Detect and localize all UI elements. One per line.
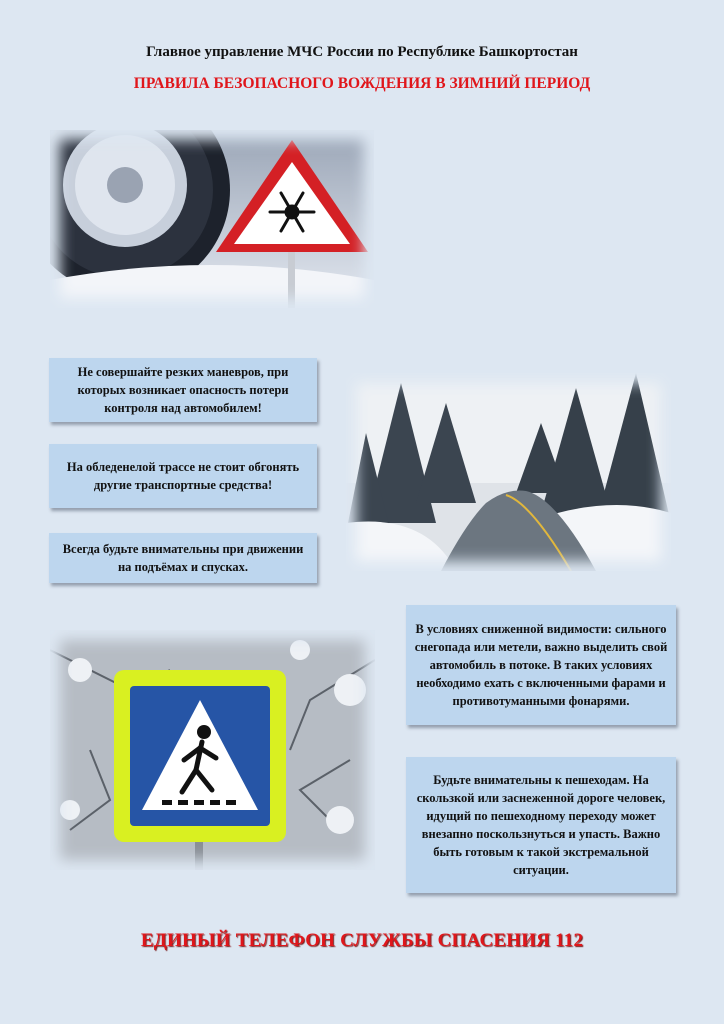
- header-subtitle: ПРАВИЛА БЕЗОПАСНОГО ВОЖДЕНИЯ В ЗИМНИЙ ПЕРИОД: [133, 75, 591, 92]
- tip-text-4: В условиях сниженной видимости: сильного снегопада или метели, важно выделить свой автомобиль в потоке. В таких условиях необходимо ехать с включенными фарами и противотуманными фонарями.: [414, 622, 668, 708]
- tip-text-2: На обледенелой трассе не стоит обгонять другие транспортные средства!: [66, 460, 300, 492]
- tip-text-1: Не совершайте резких маневров, при которых возникает опасность потери контроля над автомобилем!: [77, 365, 289, 415]
- tip-box-3: [49, 533, 317, 583]
- winter-road-photo: [346, 373, 671, 571]
- pedestrian-crossing-photo: [50, 630, 375, 870]
- header-title: Главное управление МЧС России по Республике Башкортостан: [146, 44, 578, 60]
- tire-snow-sign-photo: [50, 130, 374, 308]
- tip-box-5: [406, 757, 676, 893]
- tip-box-1: [49, 358, 317, 422]
- snowy-road-icon: [346, 373, 671, 571]
- tip-box-4: [406, 605, 676, 725]
- tip-text-3: Всегда будьте внимательны при движении на подъёмах и спусках.: [62, 542, 304, 574]
- snowflake-warning-sign-icon: [50, 130, 374, 308]
- pedestrian-crossing-sign-icon: [50, 630, 375, 870]
- tip-box-2: [49, 444, 317, 508]
- tip-text-5: Будьте внимательны к пешеходам. На скользкой или заснеженной дороге человек, идущий по пешеходному переходу может внезапно поскользнуться и упасть. Важно быть готовым к такой экстремальной ситуации.: [416, 773, 666, 877]
- emergency-phone-footer: ЕДИНЫЙ ТЕЛЕФОН СЛУЖБЫ СПАСЕНИЯ 112: [140, 930, 584, 951]
